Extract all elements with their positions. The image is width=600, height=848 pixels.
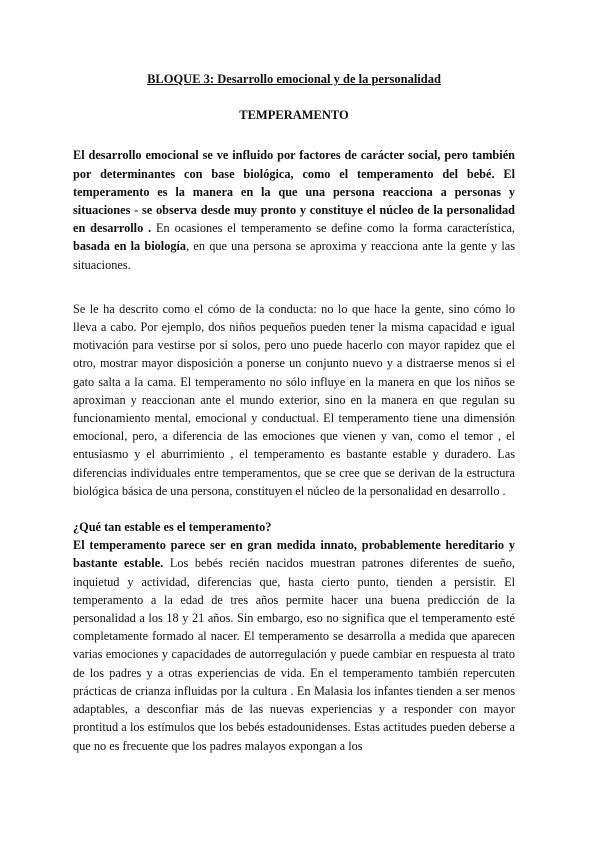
paragraph-intro-bold: El desarrollo emocional se ve influido por factores de carácter social, pero también por determinantes con base biológica, como el temperamento del bebé. El temperamento es la manera en la que una persona reacciona a personas y situaciones - se observa desde muy pronto y constituye el núcleo de la personalidad en desarrollo . xyxy=(73,148,515,236)
section-heading-stability: ¿Qué tan estable es el temperamento? xyxy=(73,520,272,535)
paragraph-stability xyxy=(73,536,515,754)
paragraph-description: Se le ha descrito como el cómo de la conducta: no lo que hace la gente, sino cómo lo lleva a cabo. Por ejemplo, dos niños pequeños pueden tener la misma capacidad e igual motivación para vestirse por sí solos, pero uno puede hacerlo con mayor rapidez que el otro, mostrar mayor disposición a ponerse un conjunto nuevo y a distraerse menos si el gato salta a la cama. El temperamento no sólo influye en la manera en que los niños se aproximan y reaccionan ante el mundo exterior, sino en la manera en que regulan su funcionamiento mental, emocional y conductual. El temperamento tiene una dimensión emocional, pero, a diferencia de las emociones que vienen y van, como el temor , el entusiasmo y el aburrimiento , el temperamento es bastante estable y duradero. Las diferencias individuales entre temperamentos, que se cree que se derivan de la estructura biológica básica de una persona, constituyen el núcleo de la personalidad en desarrollo . xyxy=(73,301,515,498)
paragraph-intro-text-b: , en que una persona se aproxima y reacciona ante la gente y las situaciones. xyxy=(73,239,515,272)
document-title: BLOQUE 3: Desarrollo emocional y de la personalidad xyxy=(147,72,441,86)
section-subtitle: TEMPERAMENTO xyxy=(239,108,349,123)
paragraph-intro-text-a: En ocasiones el temperamento se define como la forma característica, xyxy=(151,221,515,236)
paragraph-stability-bold: El temperamento parece ser en gran medida innato, probablemente hereditario y bastante estable. xyxy=(73,538,515,571)
paragraph-intro-bold-mid: basada en la biología xyxy=(73,239,187,254)
paragraph-stability-text: Los bebés recién nacidos muestran patrones diferentes de sueño, inquietud y actividad, diferencias que, hasta cierto punto, tienden a persistir. El temperamento a la edad de tres años permite hacer una buena predicción de la personalidad a los 18 y 21 años. Sin embargo, eso no significa que el temperamento esté completamente formado al nacer. El temperamento se desarrolla a medida que aparecen varias emociones y capacidades de autorregulación y puede cambiar en respuesta al trato de los padres y a otras experiencias de vida. En el temperamento también repercuten prácticas de crianza influidas por la cultura . En Malasia los infantes tienden a ser menos adaptables, a desconfiar más de las nuevas experiencias y a responder con mayor prontitud a los estímulos que los bebés estadounidenses. Estas actitudes pueden deberse a que no es frecuente que los padres malayos expongan a los xyxy=(73,556,515,753)
document-body xyxy=(73,70,515,755)
paragraph-intro xyxy=(73,146,515,273)
